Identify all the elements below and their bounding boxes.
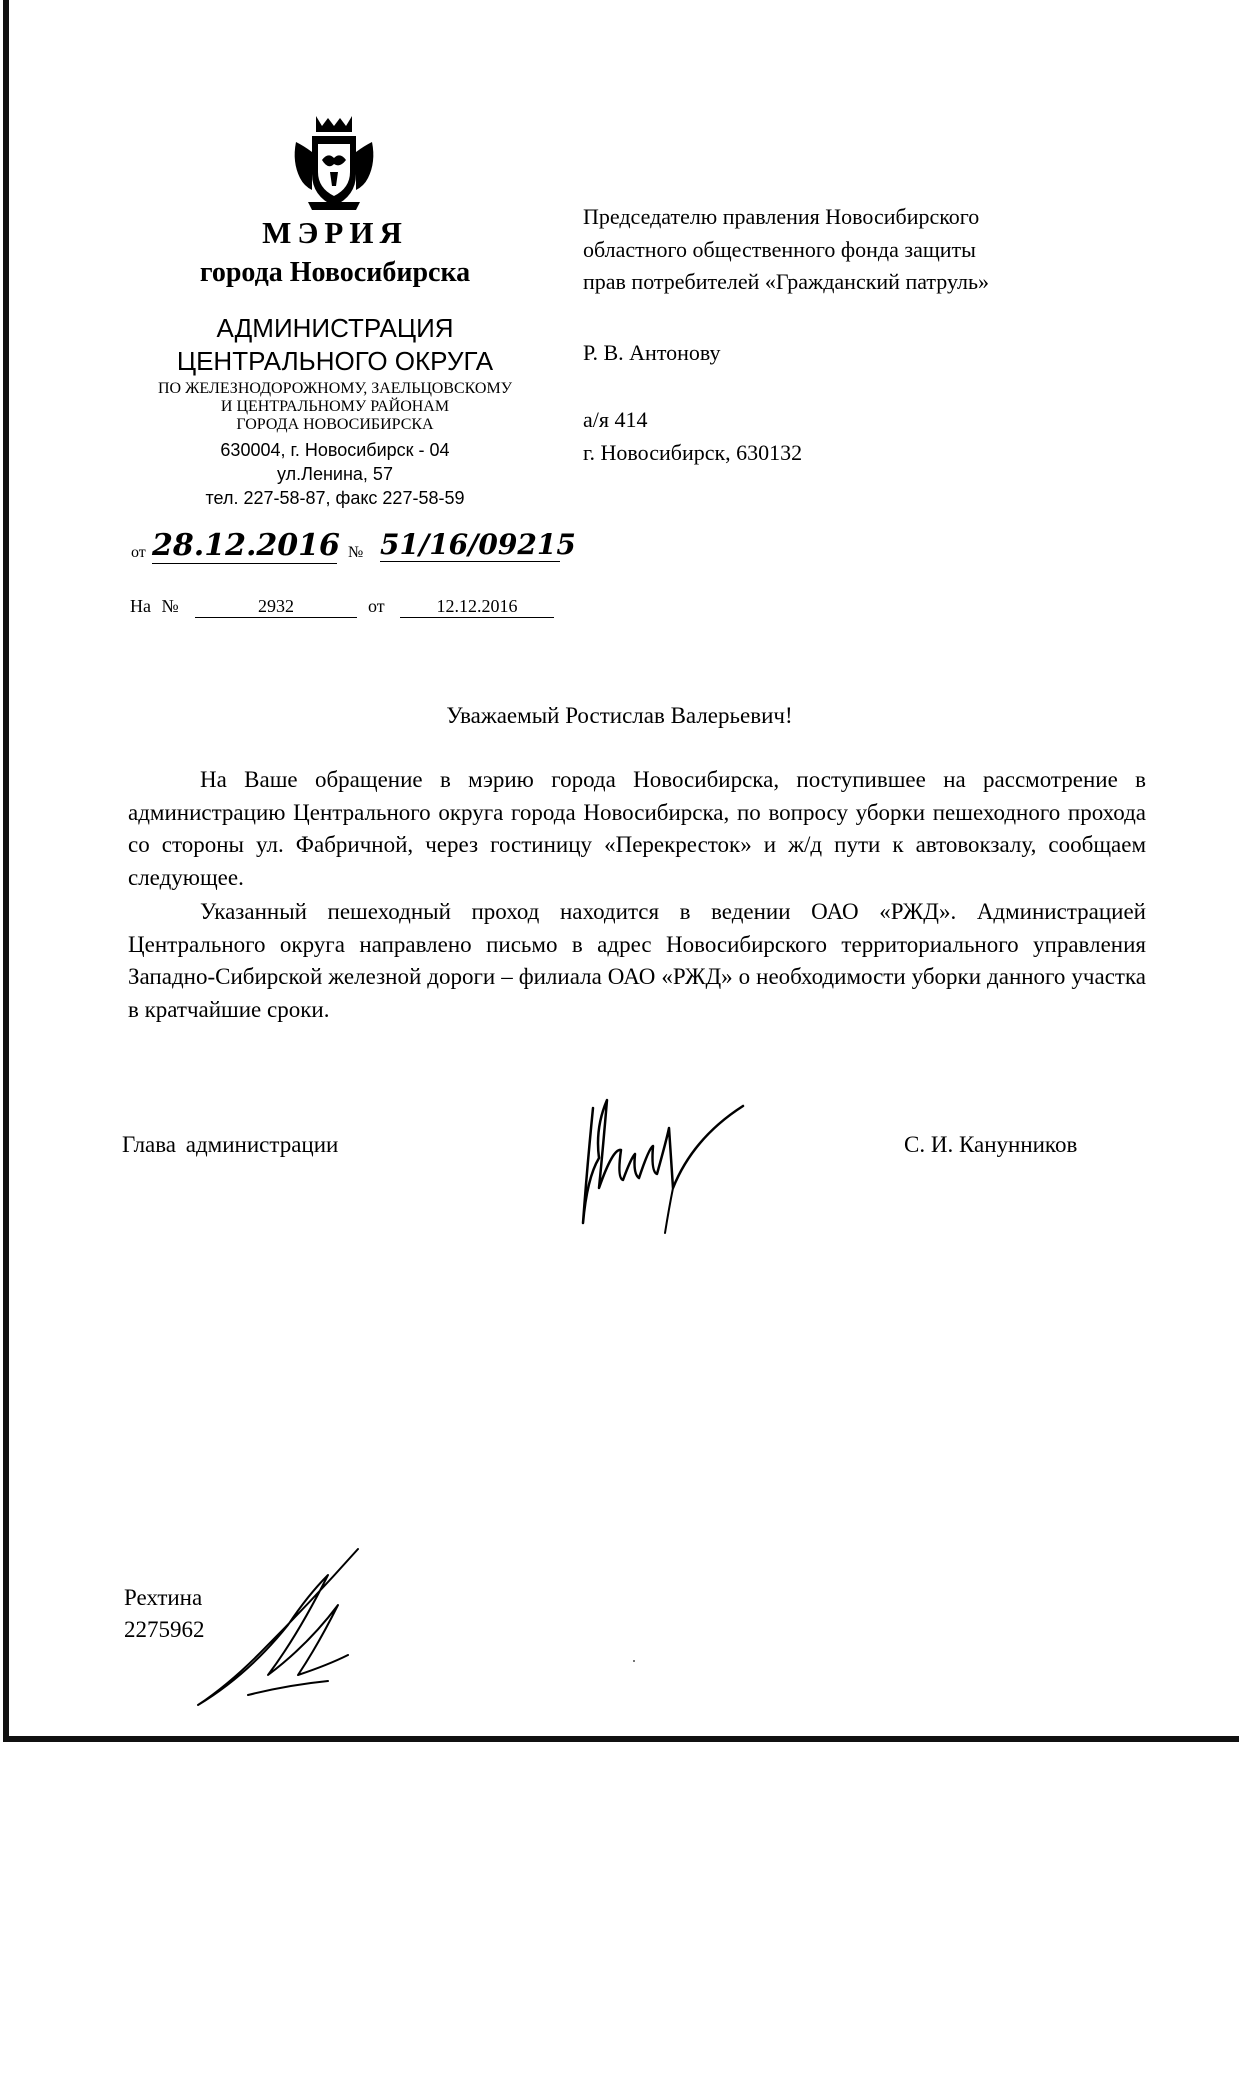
signature-icon (573, 1088, 753, 1238)
ref-date: 28.12.2016 (152, 528, 340, 563)
addressee-line1: Председателю правления Новосибирского (583, 204, 980, 229)
addressee-name: Р. В. Антонову (583, 340, 721, 365)
body-paragraph-1: На Ваше обращение в мэрию города Новосибирска, поступившее на рассмотрение в администрацию Центрального округа города Новосибирска, по вопросу уборки пешеходного прохода со стороны ул. Фабричной, через гостиницу «Перекресток» и ж/д пути к автовокзалу, сообщаем следующее. (128, 767, 1146, 890)
scan-border-bottom (3, 1736, 1239, 1742)
addressee-line2: областного общественного фонда защиты (583, 237, 976, 262)
addressee-line3: прав потребителей «Гражданский патруль» (583, 269, 990, 294)
coat-of-arms-icon (290, 112, 378, 212)
reply-number: 2932 (195, 596, 357, 618)
executor-phone: 2275962 (124, 1617, 205, 1642)
reply-date: 12.12.2016 (400, 596, 554, 618)
letterhead-district-line3: ГОРОДА НОВОСИБИРСКА (236, 416, 434, 433)
scan-speck (633, 1660, 635, 1662)
letterhead-district-line2: И ЦЕНТРАЛЬНОМУ РАЙОНАМ (220, 398, 450, 415)
signer-name: С. И. Канунников (904, 1132, 1078, 1157)
letterhead-phone: тел. 227-58-87, факс 227-58-59 (205, 488, 465, 508)
letterhead-city: города Новосибирска (199, 257, 471, 288)
letterhead-address-line1: 630004, г. Новосибирск - 04 (220, 440, 450, 460)
body-paragraph-2: Указанный пешеходный проход находится в ведении ОАО «РЖД». Администрацией Центрального округа направлено письмо в адрес Новосибирского территориального управления Западно-Сибирской железной дороги – филиала ОАО «РЖД» о необходимости уборки данного участка в кратчайшие сроки. (128, 899, 1146, 1022)
ref-from-label: от (131, 544, 146, 561)
letterhead-address-line2: ул.Ленина, 57 (277, 464, 393, 484)
signer-title: Глава администрации (122, 1132, 339, 1157)
initials-icon (188, 1545, 368, 1710)
ref-number: 51/16/09215 (380, 528, 576, 561)
reply-number-label: На № (130, 596, 179, 616)
letterhead-title: МЭРИЯ (262, 215, 408, 250)
ref-number-label: № (348, 544, 364, 561)
reply-from-label: от (368, 596, 385, 616)
addressee-city: г. Новосибирск, 630132 (583, 440, 803, 465)
letterhead-district-line1: ПО ЖЕЛЕЗНОДОРОЖНОМУ, ЗАЕЛЬЦОВСКОМУ (157, 380, 513, 397)
executor-name: Рехтина (124, 1585, 203, 1610)
scan-border-left (3, 0, 9, 1742)
addressee-po-box: а/я 414 (583, 407, 648, 432)
letterhead-admin-line2: ЦЕНТРАЛЬНОГО ОКРУГА (176, 346, 494, 376)
letterhead-admin-line1: АДМИНИСТРАЦИЯ (216, 313, 454, 343)
greeting: Уважаемый Ростислав Валерьевич! (446, 703, 793, 728)
